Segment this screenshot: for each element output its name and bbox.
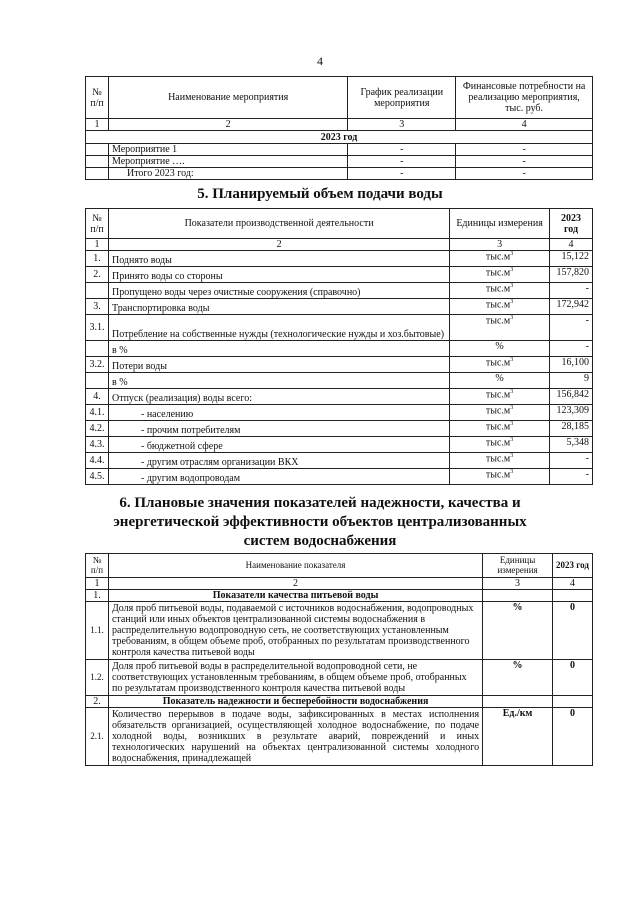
- row-number: 1.: [86, 251, 109, 267]
- table-row: [86, 602, 593, 660]
- section-row: [86, 590, 593, 602]
- event-finance: -: [456, 156, 593, 168]
- row-number: 3.: [86, 299, 109, 315]
- header-year: 2023 год: [553, 554, 593, 578]
- unit-power: 3: [510, 299, 514, 305]
- header-unit: Единицы измерения: [483, 554, 553, 578]
- year-value: -: [549, 283, 592, 299]
- col-number: 3: [348, 119, 456, 131]
- unit: [450, 251, 550, 267]
- col-number: 1: [86, 578, 109, 590]
- year-value: 123,309: [549, 405, 592, 421]
- row-number: 4.3.: [86, 437, 109, 453]
- row-number: 4.5.: [86, 469, 109, 485]
- row-number: 4.1.: [86, 405, 109, 421]
- indicator-name: Доля проб питьевой воды, подаваемой с источников водоснабжения, водопроводных станций или иных объектов централизованной системы водоснабжения в распределительную водопроводную сеть, не соответствующих установленным требованиям, в общем объеме проб, отобранных по результатам производственного контроля качества питьевой воды: [108, 602, 482, 660]
- unit: %: [483, 602, 553, 660]
- row-number: 3.2.: [86, 357, 109, 373]
- row-number: [86, 168, 109, 180]
- unit: [450, 437, 550, 453]
- row-number: [86, 283, 109, 299]
- empty-cell: [483, 590, 553, 602]
- unit-power: 3: [510, 357, 514, 363]
- event-schedule: -: [348, 168, 456, 180]
- row-number: 2.: [86, 267, 109, 283]
- col-number: 2: [108, 578, 482, 590]
- year-value: 28,185: [549, 421, 592, 437]
- event-name: Итого 2023 год:: [108, 168, 347, 180]
- unit-power: 3: [510, 405, 514, 411]
- unit: [450, 469, 550, 485]
- indicator-name: - другим водопроводам: [108, 469, 449, 485]
- empty-cell: [483, 696, 553, 708]
- indicator-name: Принято воды со стороны: [108, 267, 449, 283]
- indicator-name: Пропущено воды через очистные сооружения (справочно): [108, 283, 449, 299]
- table-row: [86, 299, 593, 315]
- event-schedule: -: [348, 156, 456, 168]
- indicator-name: в %: [108, 341, 449, 357]
- table-row: [86, 341, 593, 357]
- unit: [450, 453, 550, 469]
- reliability-table: [85, 553, 593, 766]
- header-schedule: График реализации мероприятия: [348, 77, 456, 119]
- header-number: № п/п: [86, 209, 109, 239]
- unit-base: тыс.м: [485, 315, 511, 327]
- row-number: 3.1.: [86, 315, 109, 341]
- col-number: 4: [553, 578, 593, 590]
- table-row: [86, 144, 593, 156]
- row-number: 4.: [86, 389, 109, 405]
- section-name: Показатель надежности и бесперебойности водоснабжения: [108, 696, 482, 708]
- event-schedule: -: [348, 144, 456, 156]
- header-indicator-name: Наименование показателя: [108, 554, 482, 578]
- table-row: [86, 389, 593, 405]
- indicator-name: Потери воды: [108, 357, 449, 373]
- row-number: [86, 156, 109, 168]
- year-value: -: [549, 469, 592, 485]
- indicator-name: Отпуск (реализация) воды всего:: [108, 389, 449, 405]
- unit: [450, 389, 550, 405]
- row-number: [86, 341, 109, 357]
- unit: %: [450, 373, 550, 389]
- indicator-name: - бюджетной сфере: [108, 437, 449, 453]
- row-number: 1.2.: [86, 660, 109, 696]
- table-row: [86, 421, 593, 437]
- year-row: 2023 год: [86, 131, 593, 144]
- year-value: 0: [553, 660, 593, 696]
- unit-base: тыс.м: [485, 469, 511, 481]
- unit-base: тыс.м: [485, 389, 511, 401]
- unit: %: [483, 660, 553, 696]
- table-row: [86, 283, 593, 299]
- indicator-name: Доля проб питьевой воды в распределительной водопроводной сети, не соответствующих установленным требованиям, в общем объеме проб, отобранных по результатам производственного контроля качества питьевой воды: [108, 660, 482, 696]
- unit-power: 3: [510, 437, 514, 443]
- year-value: 0: [553, 602, 593, 660]
- unit-base: тыс.м: [485, 283, 511, 295]
- row-number: 4.4.: [86, 453, 109, 469]
- col-number: 4: [549, 239, 592, 251]
- unit-base: тыс.м: [485, 299, 511, 311]
- unit: [450, 357, 550, 373]
- event-name: Мероприятие 1: [108, 144, 347, 156]
- empty-cell: [553, 696, 593, 708]
- unit: [450, 405, 550, 421]
- header-finance: Финансовые потребности на реализацию мероприятия, тыс. руб.: [456, 77, 593, 119]
- event-finance: -: [456, 144, 593, 156]
- row-number: 2.: [86, 696, 109, 708]
- indicator-name: Поднято воды: [108, 251, 449, 267]
- table-row: [86, 267, 593, 283]
- water-supply-table: [85, 208, 593, 485]
- unit-base: тыс.м: [485, 251, 511, 263]
- year-value: 0: [553, 708, 593, 766]
- row-number: 1.: [86, 590, 109, 602]
- unit: [450, 421, 550, 437]
- section-6-title: 6. Плановые значения показателей надежности, качества и энергетической эффективности объектов централизованных систем водоснабжения: [113, 495, 527, 549]
- table-row: [86, 168, 593, 180]
- header-unit: Единицы измерения: [450, 209, 550, 239]
- row-number: 2.1.: [86, 708, 109, 766]
- unit-power: 3: [510, 283, 514, 289]
- table-row: [86, 708, 593, 766]
- year-value: 15,122: [549, 251, 592, 267]
- unit-power: 3: [510, 389, 514, 395]
- unit-base: тыс.м: [485, 357, 511, 369]
- event-finance: -: [456, 168, 593, 180]
- row-number: [86, 144, 109, 156]
- event-name: Мероприятие ….: [108, 156, 347, 168]
- indicator-name: - другим отраслям организации ВКХ: [108, 453, 449, 469]
- unit: [450, 315, 550, 341]
- unit-base: тыс.м: [485, 405, 511, 417]
- indicator-name: - прочим потребителям: [108, 421, 449, 437]
- unit-power: 3: [510, 267, 514, 273]
- indicator-name: Транспортировка воды: [108, 299, 449, 315]
- year-value: 5,348: [549, 437, 592, 453]
- indicator-name: в %: [108, 373, 449, 389]
- col-number: 3: [483, 578, 553, 590]
- year-value: 172,942: [549, 299, 592, 315]
- unit-power: 3: [510, 421, 514, 427]
- year-value: 16,100: [549, 357, 592, 373]
- header-event-name: Наименование мероприятия: [108, 77, 347, 119]
- unit-base: тыс.м: [485, 421, 511, 433]
- unit: Ед./км: [483, 708, 553, 766]
- unit-base: тыс.м: [485, 267, 511, 279]
- table-row: [86, 156, 593, 168]
- col-number: 4: [456, 119, 593, 131]
- year-value: -: [549, 315, 592, 341]
- col-number: 2: [108, 119, 347, 131]
- table-row: [86, 660, 593, 696]
- unit-power: 3: [510, 469, 514, 475]
- unit-base: тыс.м: [485, 437, 511, 449]
- table-row: [86, 315, 593, 341]
- section-name: Показатели качества питьевой воды: [108, 590, 482, 602]
- page-number: 4: [317, 54, 323, 68]
- unit-base: тыс.м: [485, 453, 511, 465]
- table-row: [86, 437, 593, 453]
- unit: [450, 267, 550, 283]
- indicator-name: Количество перерывов в подаче воды, зафиксированных в местах исполнения обязательств организацией, осуществляющей холодное водоснабжение, по подаче холодной воды, возникших в результате аварий, повреждений и иных технологических нарушений на объектах централизованной системы холодного водоснабжения, принадлежащей: [108, 708, 482, 766]
- year-value: 156,842: [549, 389, 592, 405]
- header-year: 2023 год: [549, 209, 592, 239]
- section-5-title: 5. Планируемый объем подачи воды: [197, 186, 443, 202]
- unit-power: 3: [510, 453, 514, 459]
- indicator-name: Потребление на собственные нужды (технологические нужды и хоз.бытовые): [108, 315, 449, 341]
- empty-cell: [553, 590, 593, 602]
- col-number: 3: [450, 239, 550, 251]
- col-number: 1: [86, 119, 109, 131]
- table-row: [86, 469, 593, 485]
- unit-power: 3: [510, 315, 514, 321]
- unit: [450, 299, 550, 315]
- table-row: [86, 251, 593, 267]
- header-number: № п/п: [86, 77, 109, 119]
- unit-power: 3: [510, 251, 514, 257]
- events-table: [85, 76, 593, 180]
- table-row: [86, 373, 593, 389]
- unit: %: [450, 341, 550, 357]
- year-value: -: [549, 341, 592, 357]
- row-number: 1.1.: [86, 602, 109, 660]
- col-number: 2: [108, 239, 449, 251]
- section-row: [86, 696, 593, 708]
- year-value: 157,820: [549, 267, 592, 283]
- col-number: 1: [86, 239, 109, 251]
- year-value: -: [549, 453, 592, 469]
- table-row: [86, 357, 593, 373]
- year-value: 9: [549, 373, 592, 389]
- table-row: [86, 453, 593, 469]
- header-indicator: Показатели производственной деятельности: [108, 209, 449, 239]
- row-number: 4.2.: [86, 421, 109, 437]
- row-number: [86, 373, 109, 389]
- table-row: [86, 405, 593, 421]
- header-number: № п/п: [86, 554, 109, 578]
- indicator-name: - населению: [108, 405, 449, 421]
- unit: [450, 283, 550, 299]
